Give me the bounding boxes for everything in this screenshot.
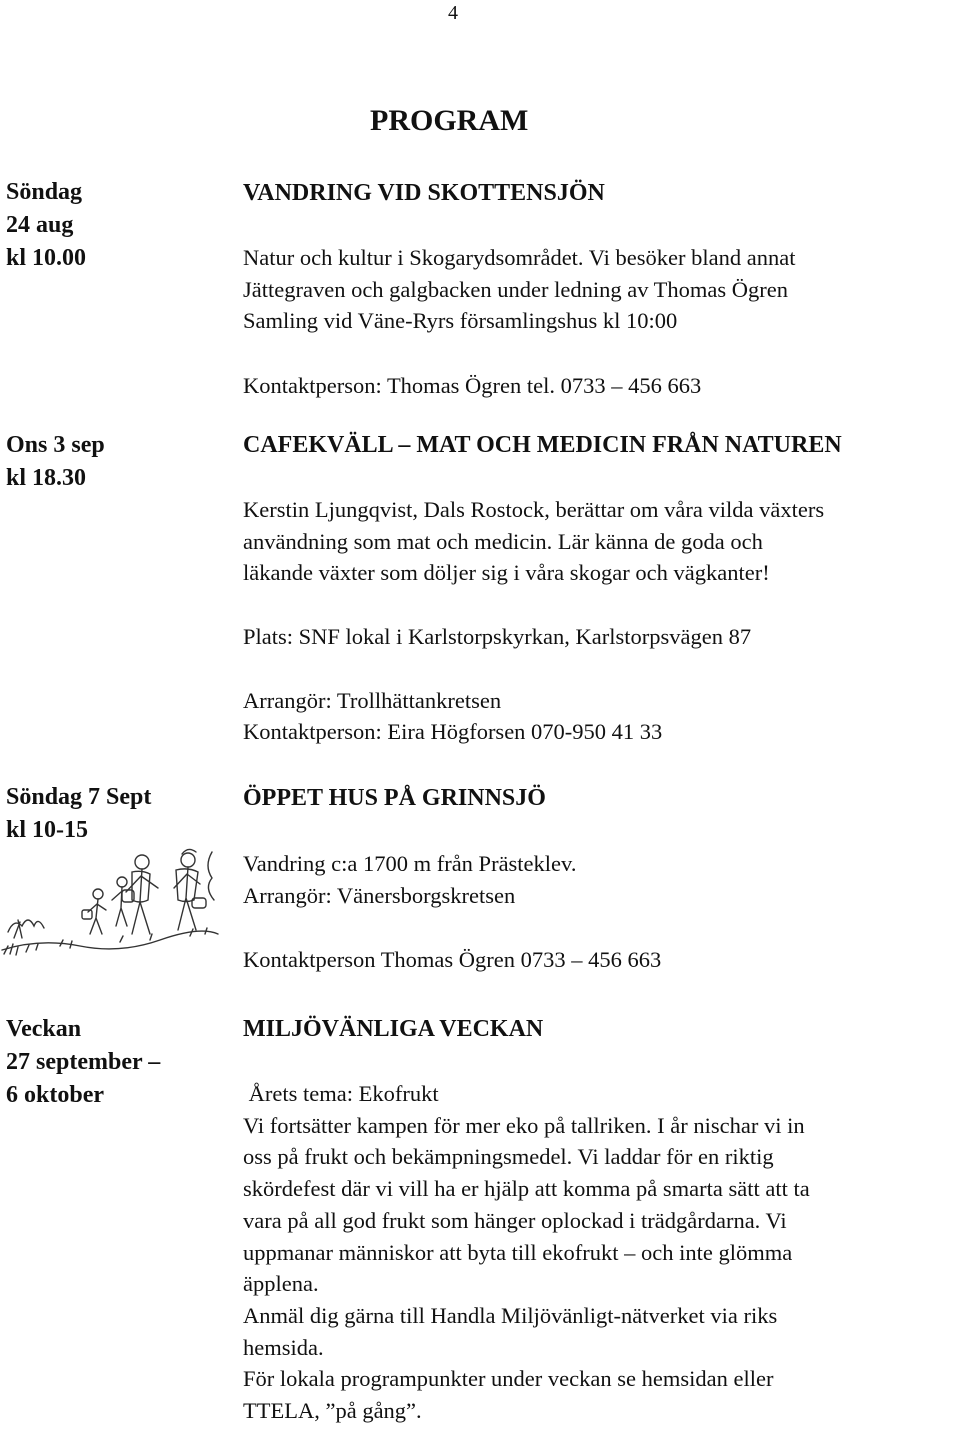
event-description-2: [243, 494, 824, 589]
event-date-line: Ons 3 sep: [6, 432, 105, 458]
hiking-family-illustration: [0, 842, 220, 962]
event-description-1: [243, 242, 795, 337]
event-line: Kerstin Ljungqvist, Dals Rostock, berättar om våra vilda växters: [243, 497, 825, 522]
hiking-family-drawing-icon: [0, 842, 220, 962]
event-date-line: kl 10.00: [6, 245, 87, 271]
event-line: skördefest där vi vill ha er hjälp att komma på smarta sätt att ta: [243, 1176, 810, 1202]
event-date-line: Veckan: [6, 1016, 82, 1042]
event-line: Årets tema: Ekofrukt: [243, 1081, 439, 1106]
event-date-line: kl 18.30: [6, 465, 87, 491]
event-line: oss på frukt och bekämpningsmedel. Vi laddar för en riktig: [243, 1144, 774, 1170]
event-line: Vandring c:a 1700 m från Prästeklev.: [243, 851, 577, 876]
event-line: läkande växter som döljer sig i våra skogar och vägkanter!: [243, 560, 770, 586]
event-line: TTELA, ”på gång”.: [243, 1398, 422, 1424]
event-organizer-2: Arrangör: Trollhättankretsen: [243, 688, 502, 713]
event-description-3: [243, 848, 576, 911]
event-line: uppmanar människor att byta till ekofrukt – och inte glömma: [243, 1239, 793, 1265]
event-date-line: Söndag 7 Sept: [6, 784, 152, 810]
event-contact-2: Kontaktperson: Eira Högforsen 070-950 41 33: [243, 719, 663, 744]
event-line: Vi fortsätter kampen för mer eko på tallriken. I år nischar vi in: [243, 1112, 805, 1138]
event-line: Samling vid Väne-Ryrs församlingshus kl 10:00: [243, 308, 678, 334]
event-contact-3: Kontaktperson Thomas Ögren 0733 – 456 663: [243, 947, 662, 972]
event-line: Anmäl dig gärna till Handla Miljövänligt-nätverket via riks: [243, 1302, 778, 1328]
event-line: För lokala programpunkter under veckan se hemsidan eller: [243, 1366, 774, 1392]
event-date-line: kl 10-15: [6, 817, 89, 843]
event-date-line: 24 aug: [6, 212, 74, 238]
event-title-4: MILJÖVÄNLIGA VECKAN: [243, 1016, 544, 1042]
event-line: Natur och kultur i Skogarydsområdet. Vi besöker bland annat: [243, 245, 796, 270]
event-date-4: [6, 1013, 160, 1112]
event-title-2: CAFEKVÄLL – MAT OCH MEDICIN FRÅN NATUREN: [243, 432, 842, 458]
event-date-line: 27 september –: [6, 1049, 161, 1075]
event-line: användning som mat och medicin. Lär känna de goda och: [243, 528, 763, 554]
event-contact-1: Kontaktperson: Thomas Ögren tel. 0733 – 456 663: [243, 373, 702, 398]
page-title: PROGRAM: [370, 104, 529, 137]
event-date-3: [6, 781, 151, 847]
event-date-line: 6 oktober: [6, 1082, 104, 1108]
page-number: 4: [448, 2, 458, 24]
event-description-4: [243, 1078, 810, 1427]
event-date-1: [6, 176, 86, 275]
event-line: Jättegraven och galgbacken under ledning av Thomas Ögren: [243, 276, 789, 302]
event-line: äpplena.: [243, 1271, 319, 1297]
event-line: Arrangör: Vänersborgskretsen: [243, 882, 516, 908]
event-date-line: Söndag: [6, 179, 83, 205]
event-line: hemsida.: [243, 1334, 324, 1360]
event-date-2: [6, 429, 105, 495]
event-place-2: Plats: SNF lokal i Karlstorpskyrkan, Karlstorpsvägen 87: [243, 624, 752, 649]
event-line: vara på all god frukt som hänger oplockad i trädgårdarna. Vi: [243, 1207, 787, 1233]
event-title-3: ÖPPET HUS PÅ GRINNSJÖ: [243, 785, 546, 811]
event-title-1: VANDRING VID SKOTTENSJÖN: [243, 180, 605, 206]
